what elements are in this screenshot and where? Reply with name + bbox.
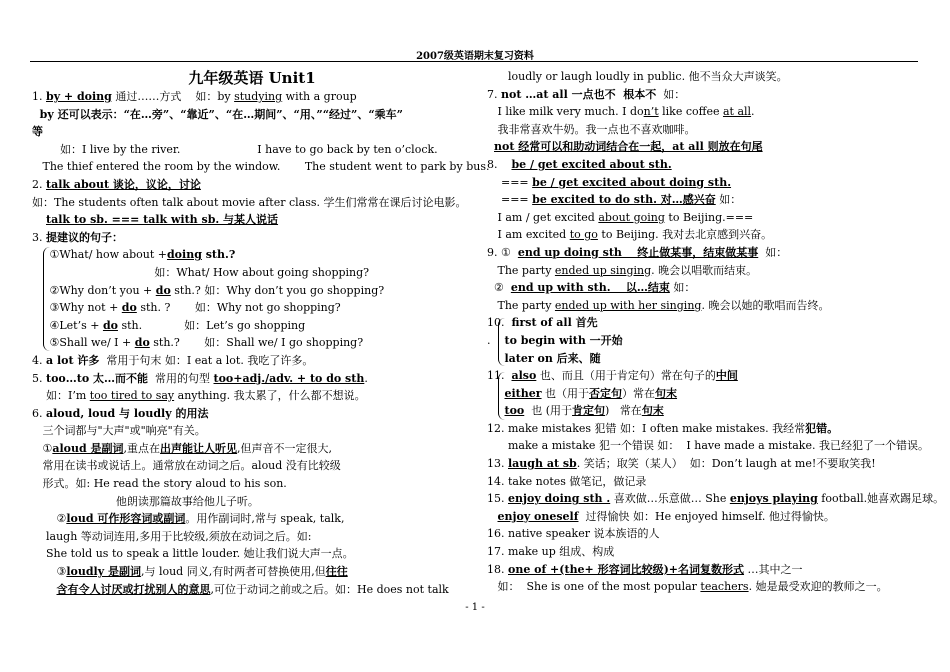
text-run: === xyxy=(487,193,533,207)
text-run: === xyxy=(487,175,533,189)
text-run: laugh at sb xyxy=(508,457,577,471)
text-run: 常用于句末 如：I eat a lot. 我吃了许多。 xyxy=(99,353,314,367)
left-line xyxy=(32,405,472,423)
text-run: be excited to do sth. 对…感兴奋 xyxy=(532,193,716,207)
suggestion-brace xyxy=(43,247,50,351)
text-run: 17. make up 组成、构成 xyxy=(487,545,615,559)
text-run: 11. xyxy=(487,369,512,383)
text-run: . xyxy=(364,371,368,385)
text-run: sth. 如：Let’s go shopping xyxy=(117,318,306,332)
right-line xyxy=(487,191,927,209)
text-run: …其中之一 xyxy=(744,562,803,576)
left-line xyxy=(32,563,472,581)
text-run: be / get excited about sth. xyxy=(511,157,672,171)
right-line xyxy=(487,262,927,280)
left-line xyxy=(32,246,472,264)
text-run xyxy=(487,510,498,523)
text-run: first of all 首先 xyxy=(511,316,598,330)
left-notes xyxy=(32,88,490,598)
text-run: 出声能让人听见 xyxy=(160,441,238,455)
text-run: at all xyxy=(722,105,752,119)
text-run: ,重点在 xyxy=(123,441,161,455)
text-run: 如：The students often talk about movie after class. 学生们常常在课后讨论电影。 xyxy=(32,195,467,209)
text-run: be / get excited about doing sth. xyxy=(532,175,732,189)
right-line xyxy=(487,103,927,121)
unit-title: 九年级英语 Unit1 xyxy=(188,69,316,87)
text-run: sth. ? 如：Why not go shopping? xyxy=(136,301,341,315)
text-run: 如： She is one of the most popular xyxy=(487,580,701,594)
text-run: enjoys playing xyxy=(729,492,818,506)
text-run: . xyxy=(751,105,755,119)
right-line xyxy=(487,561,927,579)
text-run: 13. xyxy=(487,457,508,471)
text-run: 15. xyxy=(487,492,508,506)
text-run: to Beijing. 我对去北京感到兴奋。 xyxy=(597,228,773,242)
text-run: ① xyxy=(32,441,53,455)
left-line xyxy=(32,123,472,141)
text-run: too xyxy=(504,404,525,418)
text-run: 也 (用于 xyxy=(524,404,573,418)
right-line xyxy=(487,367,927,385)
text-run: 过得愉快 如：He enjoyed himself. 他过得愉快。 xyxy=(578,509,835,523)
text-run: She told us to speak a little louder. 她让我们说大声一点。 xyxy=(32,547,354,561)
text-run: end up with sth. 以…结束 xyxy=(510,281,670,295)
left-line xyxy=(32,211,472,229)
text-run: too tired to say xyxy=(89,389,175,403)
text-run: 如： xyxy=(669,281,696,295)
text-run: ) 常在 xyxy=(605,404,642,418)
text-run: 句末 xyxy=(655,386,678,400)
text-run: to Beijing.=== xyxy=(664,210,754,224)
text-run: laugh 等动词连用,多用于比较级,须放在动词之后。如: xyxy=(32,529,312,543)
text-run: 如：What/ How about going shopping? xyxy=(32,265,370,279)
text-run: like coffee xyxy=(658,105,723,119)
right-line xyxy=(487,350,927,368)
text-run: loud 可作形容词或副词 xyxy=(66,512,186,526)
right-line xyxy=(487,138,927,156)
text-run: sth.? xyxy=(201,248,236,262)
text-run: 14. take notes 做笔记，做记录 xyxy=(487,474,647,488)
text-run: ③ xyxy=(32,565,67,579)
right-line xyxy=(487,385,927,403)
text-run: 如： xyxy=(656,87,686,101)
text-run: 8. xyxy=(487,157,512,171)
text-run: 3. xyxy=(32,230,46,244)
text-run: not 经常可以和助动词结合在一起，at all 则放在句尾 xyxy=(494,140,763,154)
text-run: 如：I’m xyxy=(32,389,90,403)
text-run: 9. ① xyxy=(487,245,518,259)
left-line xyxy=(32,106,472,124)
page-header: 2007级英语期末复习资料 xyxy=(416,51,534,62)
left-line xyxy=(32,528,472,546)
text-run: also xyxy=(511,369,537,383)
left-line xyxy=(32,370,472,388)
left-line xyxy=(32,457,472,475)
left-line xyxy=(32,317,472,335)
right-line xyxy=(487,121,927,139)
left-line xyxy=(32,264,472,282)
left-line xyxy=(32,229,472,247)
right-line xyxy=(487,68,927,86)
text-run: The thief entered the room by the window. The student went to park by bus. xyxy=(32,160,490,174)
text-run: 等 xyxy=(32,125,43,139)
left-line xyxy=(32,352,472,370)
text-run: aloud 是副词 xyxy=(52,441,124,455)
text-run: loudly 是副词 xyxy=(66,565,141,579)
text-run: do xyxy=(155,283,171,297)
text-run: 常用的句型 xyxy=(148,371,214,385)
text-run: not …at all 一点也不 根本不 xyxy=(501,87,657,101)
right-line xyxy=(487,525,927,543)
text-run: 2. xyxy=(32,177,46,191)
first-brace xyxy=(498,318,505,366)
text-run: talk to sb. === talk with sb. 与某人说话 xyxy=(46,213,279,227)
text-run: 往往 xyxy=(325,565,348,579)
text-run: later on 后来、随 xyxy=(504,351,601,365)
right-notes xyxy=(487,68,945,596)
right-line xyxy=(487,244,927,262)
right-line xyxy=(487,209,927,227)
text-run: 形式。如: He read the story aloud to his son. xyxy=(32,477,287,491)
left-line xyxy=(32,334,472,352)
text-run xyxy=(32,213,46,226)
right-line xyxy=(487,314,927,332)
text-run: talk about 谈论，议论，讨论 xyxy=(46,177,201,191)
text-run: I am excited xyxy=(487,228,570,242)
text-run: enjoy oneself xyxy=(497,509,579,523)
text-run: The party xyxy=(487,263,555,277)
text-run: one of +(the+ 形容词比较级)+名词复数形式 xyxy=(508,562,745,576)
page-number: - 1 - xyxy=(465,602,485,613)
also-brace xyxy=(498,372,505,420)
text-run: 中间 xyxy=(715,369,738,383)
text-run: ended up with her singing xyxy=(554,298,702,312)
text-run: 否定句 xyxy=(589,386,623,400)
text-run: a lot 许多 xyxy=(46,353,100,367)
text-run: 也（用于 xyxy=(541,386,590,400)
text-run: doing xyxy=(166,248,202,262)
text-run: 7. xyxy=(487,87,501,101)
text-run: 如：I live by the river. I have to go back by ten o’clock. xyxy=(32,142,438,156)
right-line xyxy=(487,508,927,526)
text-run: with a group xyxy=(282,90,357,103)
text-run: 我非常喜欢牛奶。我一点也不喜欢咖啡。 xyxy=(487,122,696,136)
text-run: 12. make mistakes 犯错 如：I often make mistakes. 我经常 xyxy=(487,421,806,435)
text-run: 常用在读书或说话上。通常放在动词之后。aloud 没有比较级 xyxy=(32,459,341,473)
right-line xyxy=(487,332,927,350)
text-run: 肯定句 xyxy=(572,404,606,418)
text-run: about going xyxy=(598,210,665,224)
text-run: 如： xyxy=(715,193,742,207)
left-line xyxy=(32,194,472,212)
right-line xyxy=(487,490,945,508)
text-run: The party xyxy=(487,298,555,312)
text-run: . 晚会以唱歌而结束。 xyxy=(651,263,758,277)
text-run xyxy=(487,140,494,153)
text-run: do xyxy=(102,318,118,332)
left-line xyxy=(32,581,472,599)
text-run: ,与 loud 同义,有时两者可替换使用,但 xyxy=(140,565,326,579)
text-run: too…to 太…而不能 xyxy=(46,371,149,385)
text-run: anything. 我太累了，什么都不想说。 xyxy=(174,389,366,403)
text-run: sth.? 如：Shall we/ I go shopping? xyxy=(149,336,364,350)
text-run: . 笑话；取笑（某人） 如：Don’t laugh at me!不要取笑我! xyxy=(576,457,876,471)
text-run: 6. xyxy=(32,406,46,420)
left-line xyxy=(32,493,472,511)
text-run: . 她是最受欢迎的教师之一。 xyxy=(748,580,888,594)
text-run: ,可位于动词之前或之后。如：He does not talk xyxy=(210,582,449,596)
text-run: ② xyxy=(487,281,511,295)
right-line xyxy=(487,437,927,455)
text-run: ② xyxy=(32,512,67,526)
right-line xyxy=(487,455,927,473)
text-run: make a mistake 犯一个错误 如： I have made a mistake. 我已经犯了一个错误。 xyxy=(487,439,929,453)
text-run: studying xyxy=(234,90,283,103)
text-run: 喜欢做…乐意做… She xyxy=(610,492,730,506)
text-run: 10. xyxy=(487,316,512,330)
text-run: ⑤Shall we/ I + xyxy=(32,336,135,350)
right-line xyxy=(487,174,927,192)
text-run: 含有令人讨厌或打扰别人的意思 xyxy=(56,582,211,596)
text-run: 5. xyxy=(32,371,46,385)
text-run: 犯错。 xyxy=(805,421,839,435)
text-run: 18. xyxy=(487,562,508,576)
text-run: aloud, loud 与 loudly 的用法 xyxy=(46,406,209,420)
left-line xyxy=(32,545,472,563)
right-line xyxy=(487,473,927,491)
text-run: ④Let’s + xyxy=(32,318,103,332)
text-run: 句末 xyxy=(641,404,664,418)
left-column xyxy=(32,68,490,598)
text-run: too+adj./adv. + to do sth xyxy=(213,371,365,385)
text-run: ）常在 xyxy=(622,386,656,400)
left-line xyxy=(32,299,472,317)
text-run: to go xyxy=(569,228,598,242)
text-run: enjoy doing sth . xyxy=(508,492,611,506)
text-run: 通过……方式 如：by xyxy=(111,90,235,103)
text-run: n’t xyxy=(643,105,659,119)
right-line xyxy=(487,156,927,174)
text-run: do xyxy=(121,301,137,315)
text-run: either xyxy=(504,386,542,400)
left-line xyxy=(32,282,472,300)
text-run: ③Why not + xyxy=(32,301,122,315)
right-line xyxy=(487,86,927,104)
right-column xyxy=(487,68,945,596)
text-run: 。用作副词时,常与 speak, talk, xyxy=(185,512,345,526)
text-run: 也、而且（用于肯定句）常在句子的 xyxy=(536,369,716,383)
left-line xyxy=(32,176,472,194)
left-line xyxy=(32,422,472,440)
text-run: 他朗读那篇故事给他儿子听。 xyxy=(32,494,259,508)
text-run: loudly or laugh loudly in public. 他不当众大声谈笑。 xyxy=(487,70,788,83)
left-line xyxy=(32,387,472,405)
text-run xyxy=(32,583,56,596)
text-run: do xyxy=(134,336,150,350)
left-line xyxy=(32,158,490,176)
text-run: ended up singing xyxy=(554,263,652,277)
header-divider xyxy=(30,61,918,62)
text-run: ②Why don’t you + xyxy=(32,283,156,297)
left-line xyxy=(32,440,472,458)
right-line xyxy=(487,297,927,315)
text-run: 1. xyxy=(32,90,46,103)
left-line xyxy=(32,88,472,106)
right-line xyxy=(487,578,927,596)
text-run: . 晚会以她的歌唱而告终。 xyxy=(701,298,830,312)
right-line xyxy=(487,402,927,420)
text-run: sth.? 如：Why don’t you go shopping? xyxy=(170,283,385,297)
right-line xyxy=(487,279,927,297)
text-run: teachers xyxy=(700,580,749,594)
text-run: 4. xyxy=(32,353,46,367)
text-run: I like milk very much. I do xyxy=(487,105,644,119)
right-line xyxy=(487,226,927,244)
right-line xyxy=(487,543,927,561)
text-run: . xyxy=(487,333,505,347)
text-run: 提建议的句子： xyxy=(46,230,123,244)
text-run: football.她喜欢踢足球。 xyxy=(817,492,945,506)
left-line xyxy=(32,141,472,159)
text-run: to begin with 一开始 xyxy=(504,333,623,347)
text-run: end up doing sth 终止做某事，结束做某事 xyxy=(517,245,759,259)
text-run: by + doing xyxy=(46,90,112,103)
text-run: I am / get excited xyxy=(487,210,599,224)
right-line xyxy=(487,420,927,438)
text-run: ,但声音不一定很大, xyxy=(237,441,333,455)
text-run: 16. native speaker 说本族语的人 xyxy=(487,527,660,541)
text-run: by 还可以表示：“在…旁”、“靠近”、“在…期间”、“用、”“经过”、“乘车” xyxy=(32,107,403,121)
text-run: ①What/ how about + xyxy=(32,248,167,262)
left-line xyxy=(32,475,472,493)
left-line xyxy=(32,510,472,528)
text-run: 如： xyxy=(758,245,788,259)
text-run: 三个词都与"大声"或"响亮"有关。 xyxy=(32,424,206,438)
